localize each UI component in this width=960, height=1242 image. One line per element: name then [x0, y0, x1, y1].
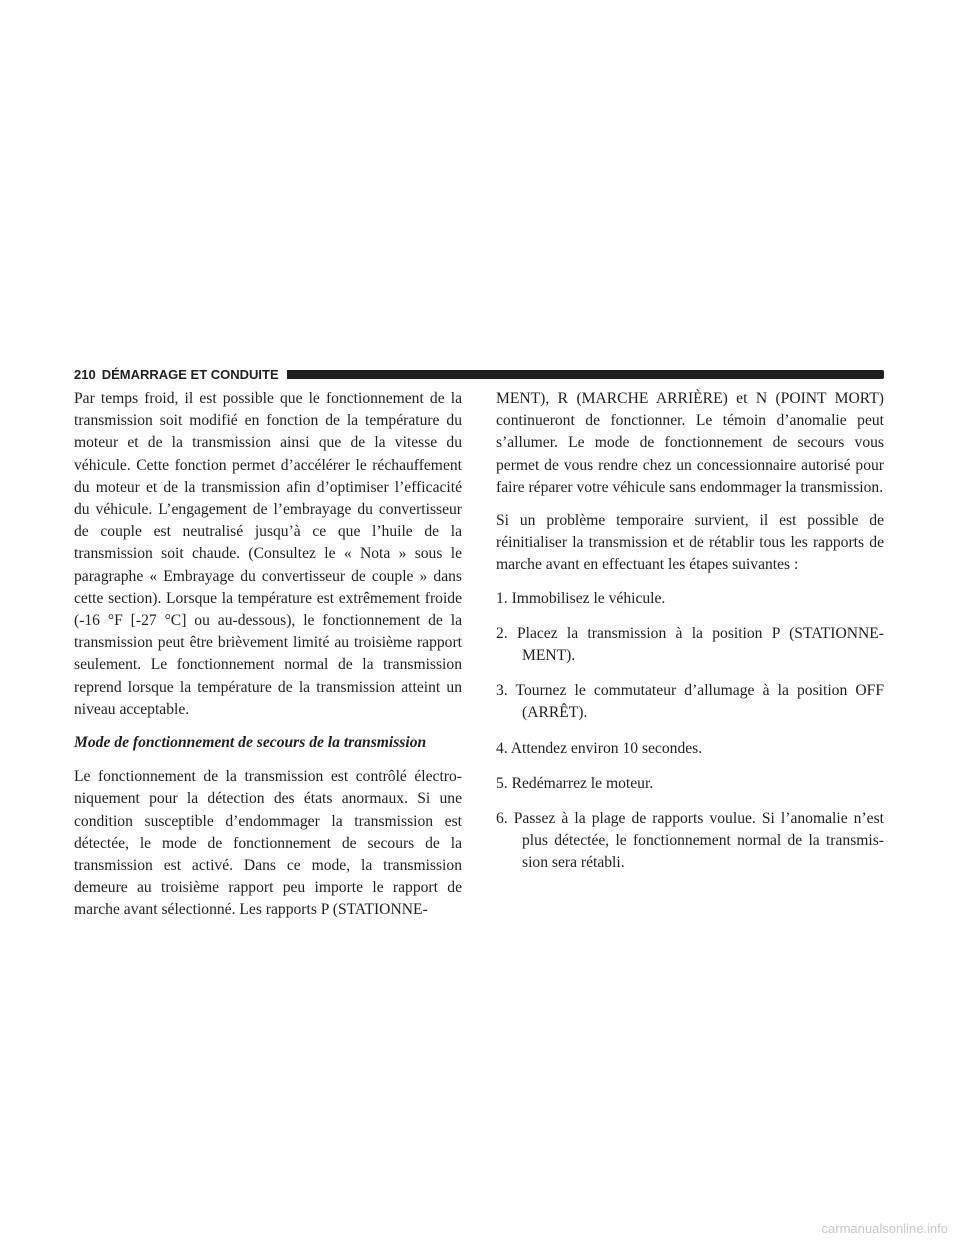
reset-intro-paragraph: Si un problème temporaire survient, il est possible de réinitialiser la transmission et de rétablir tous les rapports de marche avant en effectuant les étapes suivantes :	[496, 512, 884, 574]
header-rule	[287, 370, 884, 379]
list-item: 3. Tournez le commutateur d’allumage à la position OFF (ARRÊT).	[496, 682, 884, 722]
list-item: 1. Immobilisez le véhicule.	[496, 589, 666, 607]
list-item: 4. Attendez environ 10 secondes.	[496, 739, 703, 757]
reset-steps-list	[496, 588, 884, 875]
limp-mode-continued-paragraph: MENT), R (MARCHE ARRIÈRE) et N (POINT MORT) continueront de fonctionner. Le témoin d’anomalie peut s’allumer. Le mode de fonctionnement de secours vous permet de vous rendre chez un concessionnaire autorisé pour faire réparer votre véhicule sans endommager la transmission.	[496, 390, 884, 496]
cold-weather-paragraph: Par temps froid, il est possible que le fonctionnement de la transmission soit modifié en fonction de la température du moteur et de la transmission ainsi que de la vitesse du véhicule. Cette fonction permet d’accélérer le réchauffement du moteur et de la transmission afin d’optimiser l’efficacité du véhicule. L’engagement de l’embrayage du convertisseur de couple est neutralisé jusqu’à ce que l’huile de la transmission soit chaude. (Consultez le « Nota » sous le paragraphe « Embrayage du convertisseur de couple » dans cette section). Lorsque la température est extrêmement froide (-16 °F [-27 °C] ou au-dessous), le fonctionnement de la transmission peut être brièvement limité au troisième rapport seulement. Le fonctionnement normal de la transmission reprend lorsque la température de la transmission atteint un niveau acceptable.	[74, 390, 462, 718]
limp-mode-paragraph: Le fonctionnement de la transmission est contrôlé électroniquement pour la détection des états anormaux. Si une condition susceptible d’endommager la transmission est détectée, le mode de fonctionnement de secours de la transmission est activé. Dans ce mode, la transmission demeure au troisième rapport peu importe le rapport de marche avant sélectionné. Les rapports P (STATIONNE-	[74, 768, 462, 919]
section-title: DÉMARRAGE ET CONDUITE	[101, 366, 279, 382]
page-number: 210	[74, 366, 96, 382]
list-item: 5. Redémarrez le moteur.	[496, 774, 654, 792]
page-header	[74, 364, 884, 384]
limp-mode-heading: Mode de fonctionnement de secours de la transmission	[74, 734, 427, 752]
list-item: 6. Passez à la plage de rapports voulue. Si l’anomalie n’est plus détectée, le fonctionnement normal de la transmission sera rétabli.	[496, 810, 884, 872]
left-column	[74, 388, 462, 933]
list-item: 2. Placez la transmission à la position P (STATIONNEMENT).	[496, 624, 884, 665]
right-column	[496, 388, 884, 888]
site-watermark: carmanualsonline.info	[821, 1221, 948, 1236]
